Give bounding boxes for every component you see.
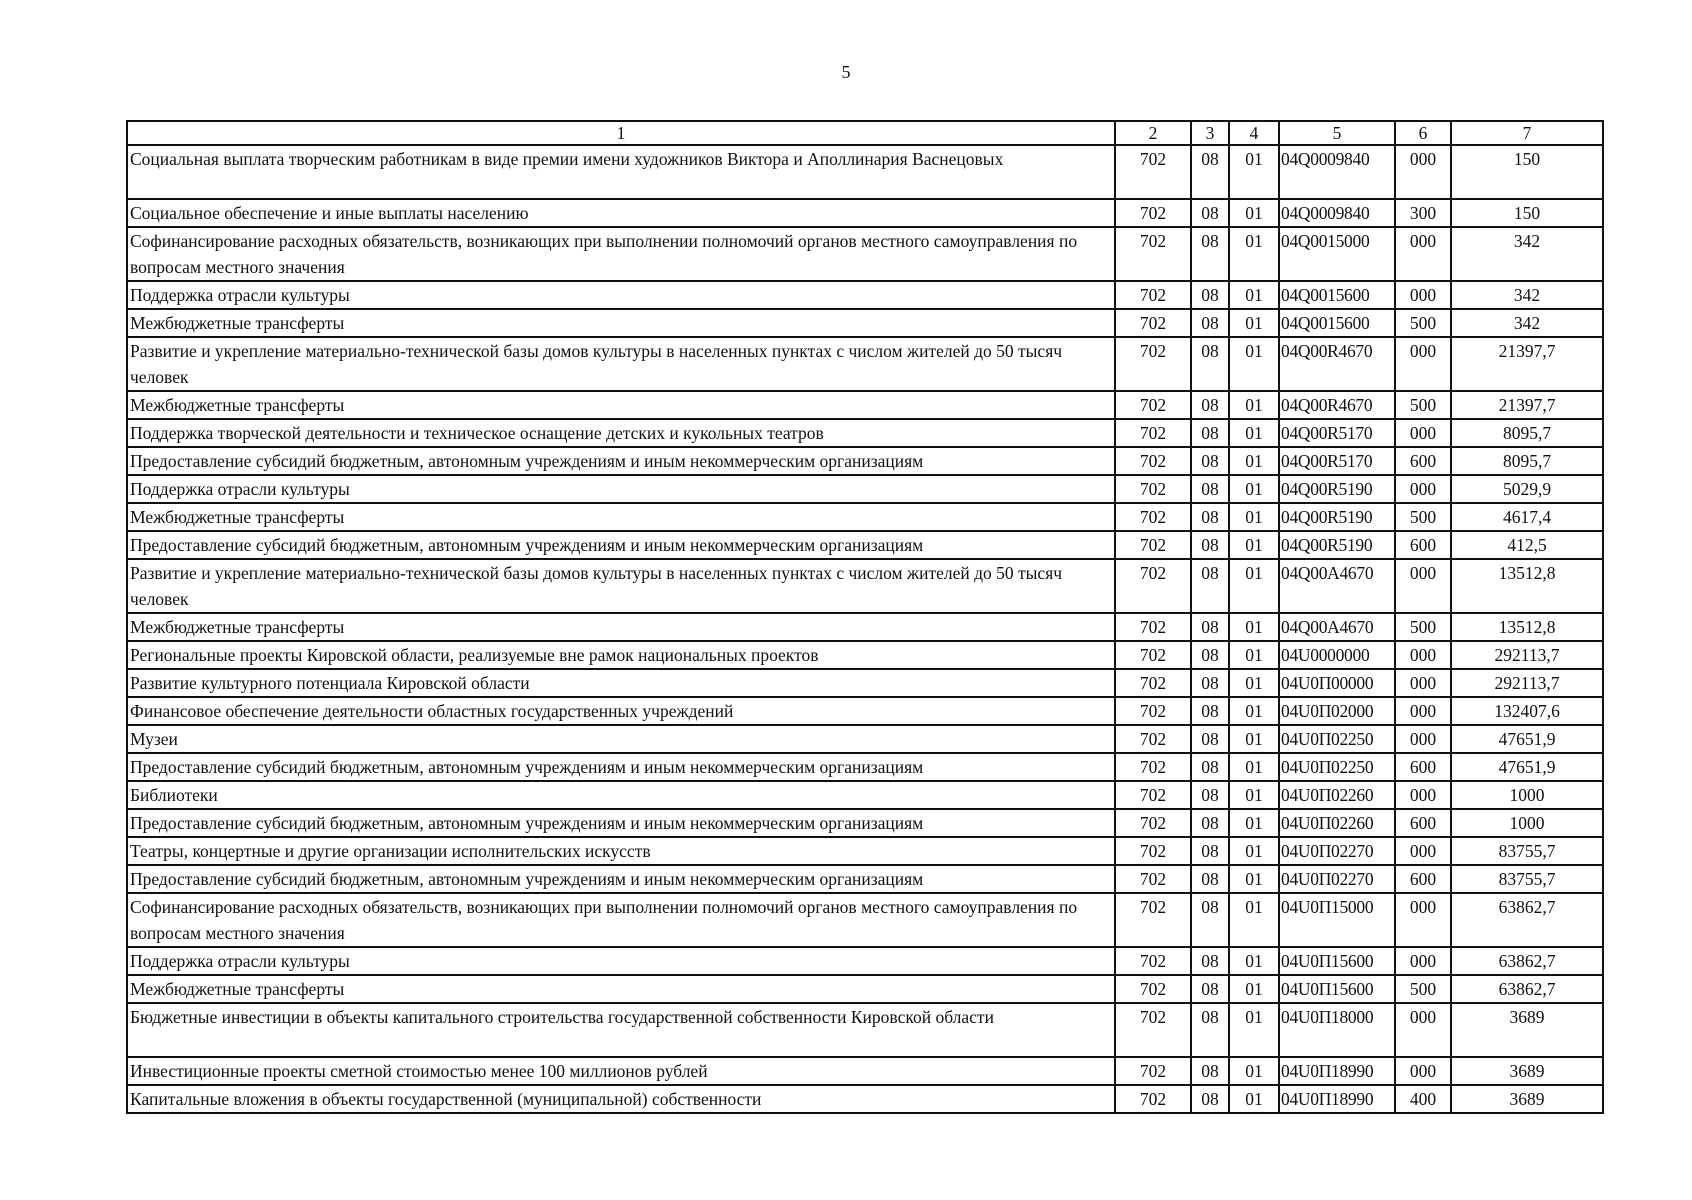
table-row xyxy=(127,337,1603,391)
table-row xyxy=(127,145,1603,199)
row-name: Развитие и укрепление материально-технической базы домов культуры в населенных пунктах с числом жителей до 50 тысяч человек xyxy=(127,559,1115,613)
row-amount: 3689 xyxy=(1451,1057,1603,1085)
header-cell-2: 2 xyxy=(1115,121,1191,145)
row-name: Бюджетные инвестиции в объекты капитального строительства государственной собственности Кировской области xyxy=(127,1003,1115,1057)
row-code: 04Q00R4670 xyxy=(1279,391,1395,419)
row-code: 04Q00R5190 xyxy=(1279,475,1395,503)
row-amount: 13512,8 xyxy=(1451,613,1603,641)
row-col3: 08 xyxy=(1191,893,1229,947)
row-name: Финансовое обеспечение деятельности областных государственных учреждений xyxy=(127,697,1115,725)
row-col2: 702 xyxy=(1115,753,1191,781)
table-row xyxy=(127,947,1603,975)
row-col2: 702 xyxy=(1115,475,1191,503)
row-col6: 500 xyxy=(1395,975,1451,1003)
row-col4: 01 xyxy=(1229,947,1279,975)
row-col4: 01 xyxy=(1229,559,1279,613)
row-col3: 08 xyxy=(1191,947,1229,975)
row-col6: 600 xyxy=(1395,865,1451,893)
row-col3: 08 xyxy=(1191,391,1229,419)
row-col4: 01 xyxy=(1229,531,1279,559)
row-code: 04U0П02250 xyxy=(1279,725,1395,753)
row-col3: 08 xyxy=(1191,641,1229,669)
table-row xyxy=(127,227,1603,281)
row-amount: 21397,7 xyxy=(1451,391,1603,419)
row-amount: 83755,7 xyxy=(1451,865,1603,893)
row-col6: 000 xyxy=(1395,337,1451,391)
row-name: Поддержка отрасли культуры xyxy=(127,281,1115,309)
row-name: Софинансирование расходных обязательств, возникающих при выполнении полномочий органов местного самоуправления по вопросам местного значения xyxy=(127,893,1115,947)
row-col4: 01 xyxy=(1229,641,1279,669)
row-code: 04U0П18990 xyxy=(1279,1057,1395,1085)
row-col4: 01 xyxy=(1229,337,1279,391)
row-amount: 47651,9 xyxy=(1451,725,1603,753)
row-col2: 702 xyxy=(1115,503,1191,531)
row-name: Развитие и укрепление материально-технической базы домов культуры в населенных пунктах с числом жителей до 50 тысяч человек xyxy=(127,337,1115,391)
table-row xyxy=(127,309,1603,337)
row-name: Предоставление субсидий бюджетным, автономным учреждениям и иным некоммерческим организациям xyxy=(127,753,1115,781)
row-col4: 01 xyxy=(1229,697,1279,725)
row-col4: 01 xyxy=(1229,309,1279,337)
row-code: 04U0П02260 xyxy=(1279,809,1395,837)
table-row xyxy=(127,559,1603,613)
header-row xyxy=(127,121,1603,145)
row-col4: 01 xyxy=(1229,893,1279,947)
row-code: 04U0П00000 xyxy=(1279,669,1395,697)
row-amount: 150 xyxy=(1451,199,1603,227)
row-col3: 08 xyxy=(1191,865,1229,893)
budget-table xyxy=(126,120,1604,1114)
row-col2: 702 xyxy=(1115,199,1191,227)
table-row xyxy=(127,865,1603,893)
row-col6: 000 xyxy=(1395,893,1451,947)
header-cell-6: 6 xyxy=(1395,121,1451,145)
table-row xyxy=(127,1057,1603,1085)
row-col6: 000 xyxy=(1395,281,1451,309)
row-code: 04Q0015600 xyxy=(1279,309,1395,337)
row-amount: 342 xyxy=(1451,227,1603,281)
row-col4: 01 xyxy=(1229,475,1279,503)
row-code: 04Q00R4670 xyxy=(1279,337,1395,391)
row-col2: 702 xyxy=(1115,725,1191,753)
row-col2: 702 xyxy=(1115,781,1191,809)
row-col6: 400 xyxy=(1395,1085,1451,1113)
row-col6: 500 xyxy=(1395,503,1451,531)
row-name: Софинансирование расходных обязательств, возникающих при выполнении полномочий органов местного самоуправления по вопросам местного значения xyxy=(127,227,1115,281)
row-col3: 08 xyxy=(1191,1057,1229,1085)
table-row xyxy=(127,531,1603,559)
row-amount: 4617,4 xyxy=(1451,503,1603,531)
row-col3: 08 xyxy=(1191,781,1229,809)
row-col2: 702 xyxy=(1115,641,1191,669)
row-col3: 08 xyxy=(1191,531,1229,559)
row-amount: 342 xyxy=(1451,309,1603,337)
row-name: Поддержка творческой деятельности и техническое оснащение детских и кукольных театров xyxy=(127,419,1115,447)
row-col2: 702 xyxy=(1115,837,1191,865)
row-col6: 000 xyxy=(1395,559,1451,613)
row-name: Капитальные вложения в объекты государственной (муниципальной) собственности xyxy=(127,1085,1115,1113)
row-amount: 47651,9 xyxy=(1451,753,1603,781)
row-col4: 01 xyxy=(1229,1003,1279,1057)
header-cell-4: 4 xyxy=(1229,121,1279,145)
row-col3: 08 xyxy=(1191,419,1229,447)
row-amount: 21397,7 xyxy=(1451,337,1603,391)
row-col3: 08 xyxy=(1191,669,1229,697)
row-code: 04U0П02270 xyxy=(1279,837,1395,865)
row-col4: 01 xyxy=(1229,865,1279,893)
row-col3: 08 xyxy=(1191,975,1229,1003)
row-code: 04Q0015000 xyxy=(1279,227,1395,281)
row-col3: 08 xyxy=(1191,837,1229,865)
row-col4: 01 xyxy=(1229,781,1279,809)
row-col3: 08 xyxy=(1191,753,1229,781)
row-amount: 5029,9 xyxy=(1451,475,1603,503)
row-amount: 1000 xyxy=(1451,809,1603,837)
row-name: Театры, концертные и другие организации исполнительских искусств xyxy=(127,837,1115,865)
row-col2: 702 xyxy=(1115,947,1191,975)
row-col3: 08 xyxy=(1191,475,1229,503)
row-col4: 01 xyxy=(1229,503,1279,531)
row-amount: 3689 xyxy=(1451,1003,1603,1057)
row-col6: 000 xyxy=(1395,1003,1451,1057)
header-cell-7: 7 xyxy=(1451,121,1603,145)
table-row xyxy=(127,669,1603,697)
row-col4: 01 xyxy=(1229,1085,1279,1113)
row-amount: 132407,6 xyxy=(1451,697,1603,725)
row-name: Межбюджетные трансферты xyxy=(127,613,1115,641)
row-amount: 292113,7 xyxy=(1451,669,1603,697)
table-row xyxy=(127,809,1603,837)
row-col2: 702 xyxy=(1115,1003,1191,1057)
row-col2: 702 xyxy=(1115,613,1191,641)
row-col2: 702 xyxy=(1115,447,1191,475)
row-code: 04U0П02250 xyxy=(1279,753,1395,781)
row-col6: 600 xyxy=(1395,447,1451,475)
row-col3: 08 xyxy=(1191,1085,1229,1113)
row-code: 04U0П15600 xyxy=(1279,975,1395,1003)
row-name: Межбюджетные трансферты xyxy=(127,975,1115,1003)
row-amount: 13512,8 xyxy=(1451,559,1603,613)
row-amount: 1000 xyxy=(1451,781,1603,809)
row-amount: 8095,7 xyxy=(1451,447,1603,475)
row-col4: 01 xyxy=(1229,837,1279,865)
row-name: Социальное обеспечение и иные выплаты населению xyxy=(127,199,1115,227)
table-row xyxy=(127,391,1603,419)
row-col4: 01 xyxy=(1229,419,1279,447)
row-col6: 000 xyxy=(1395,697,1451,725)
row-name: Музеи xyxy=(127,725,1115,753)
table-row xyxy=(127,781,1603,809)
row-name: Региональные проекты Кировской области, реализуемые вне рамок национальных проектов xyxy=(127,641,1115,669)
table-row xyxy=(127,281,1603,309)
row-code: 04Q0009840 xyxy=(1279,145,1395,199)
row-col6: 000 xyxy=(1395,837,1451,865)
row-name: Межбюджетные трансферты xyxy=(127,503,1115,531)
row-name: Библиотеки xyxy=(127,781,1115,809)
row-col4: 01 xyxy=(1229,809,1279,837)
row-name: Поддержка отрасли культуры xyxy=(127,947,1115,975)
page-number: 5 xyxy=(841,62,851,82)
row-col4: 01 xyxy=(1229,725,1279,753)
row-col3: 08 xyxy=(1191,613,1229,641)
row-col3: 08 xyxy=(1191,725,1229,753)
row-col3: 08 xyxy=(1191,809,1229,837)
row-col4: 01 xyxy=(1229,281,1279,309)
row-col2: 702 xyxy=(1115,391,1191,419)
row-col2: 702 xyxy=(1115,669,1191,697)
row-amount: 63862,7 xyxy=(1451,893,1603,947)
row-col2: 702 xyxy=(1115,1057,1191,1085)
row-col3: 08 xyxy=(1191,145,1229,199)
row-col3: 08 xyxy=(1191,447,1229,475)
row-code: 04U0000000 xyxy=(1279,641,1395,669)
header-cell-3: 3 xyxy=(1191,121,1229,145)
row-name: Межбюджетные трансферты xyxy=(127,391,1115,419)
table-row xyxy=(127,837,1603,865)
row-code: 04U0П15600 xyxy=(1279,947,1395,975)
row-col6: 600 xyxy=(1395,809,1451,837)
table-row xyxy=(127,1003,1603,1057)
row-code: 04U0П02270 xyxy=(1279,865,1395,893)
row-col2: 702 xyxy=(1115,531,1191,559)
row-col2: 702 xyxy=(1115,865,1191,893)
row-name: Предоставление субсидий бюджетным, автономным учреждениям и иным некоммерческим организациям xyxy=(127,447,1115,475)
row-col3: 08 xyxy=(1191,559,1229,613)
row-col3: 08 xyxy=(1191,199,1229,227)
row-col4: 01 xyxy=(1229,145,1279,199)
row-col2: 702 xyxy=(1115,809,1191,837)
row-col6: 000 xyxy=(1395,475,1451,503)
row-amount: 150 xyxy=(1451,145,1603,199)
row-col6: 500 xyxy=(1395,613,1451,641)
row-code: 04Q0009840 xyxy=(1279,199,1395,227)
row-col6: 000 xyxy=(1395,669,1451,697)
row-code: 04Q00A4670 xyxy=(1279,613,1395,641)
row-name: Предоставление субсидий бюджетным, автономным учреждениям и иным некоммерческим организациям xyxy=(127,809,1115,837)
header-cell-5: 5 xyxy=(1279,121,1395,145)
row-amount: 292113,7 xyxy=(1451,641,1603,669)
row-col6: 000 xyxy=(1395,227,1451,281)
row-col3: 08 xyxy=(1191,1003,1229,1057)
row-col4: 01 xyxy=(1229,391,1279,419)
row-col2: 702 xyxy=(1115,309,1191,337)
row-name: Предоставление субсидий бюджетным, автономным учреждениям и иным некоммерческим организациям xyxy=(127,865,1115,893)
row-col2: 702 xyxy=(1115,559,1191,613)
table-row xyxy=(127,641,1603,669)
row-col4: 01 xyxy=(1229,1057,1279,1085)
row-col2: 702 xyxy=(1115,227,1191,281)
row-col6: 000 xyxy=(1395,1057,1451,1085)
row-code: 04U0П02000 xyxy=(1279,697,1395,725)
row-name: Развитие культурного потенциала Кировской области xyxy=(127,669,1115,697)
row-amount: 63862,7 xyxy=(1451,947,1603,975)
table-row xyxy=(127,447,1603,475)
row-col4: 01 xyxy=(1229,199,1279,227)
row-col4: 01 xyxy=(1229,227,1279,281)
table-row xyxy=(127,503,1603,531)
row-col2: 702 xyxy=(1115,337,1191,391)
row-col2: 702 xyxy=(1115,1085,1191,1113)
row-col6: 500 xyxy=(1395,391,1451,419)
row-name: Поддержка отрасли культуры xyxy=(127,475,1115,503)
row-code: 04Q00R5170 xyxy=(1279,447,1395,475)
row-amount: 342 xyxy=(1451,281,1603,309)
table-row xyxy=(127,697,1603,725)
row-col4: 01 xyxy=(1229,447,1279,475)
row-code: 04U0П18000 xyxy=(1279,1003,1395,1057)
row-col3: 08 xyxy=(1191,503,1229,531)
row-col6: 000 xyxy=(1395,725,1451,753)
table-row xyxy=(127,1085,1603,1113)
row-code: 04Q00R5190 xyxy=(1279,503,1395,531)
row-col6: 600 xyxy=(1395,531,1451,559)
row-code: 04U0П18990 xyxy=(1279,1085,1395,1113)
row-amount: 63862,7 xyxy=(1451,975,1603,1003)
row-col3: 08 xyxy=(1191,309,1229,337)
table-row xyxy=(127,753,1603,781)
row-name: Социальная выплата творческим работникам в виде премии имени художников Виктора и Аполлинария Васнецовых xyxy=(127,145,1115,199)
row-code: 04U0П15000 xyxy=(1279,893,1395,947)
row-name: Инвестиционные проекты сметной стоимостью менее 100 миллионов рублей xyxy=(127,1057,1115,1085)
row-col6: 600 xyxy=(1395,753,1451,781)
row-col6: 500 xyxy=(1395,309,1451,337)
table-row xyxy=(127,419,1603,447)
header-cell-1: 1 xyxy=(127,121,1115,145)
row-amount: 8095,7 xyxy=(1451,419,1603,447)
row-col4: 01 xyxy=(1229,669,1279,697)
row-col6: 000 xyxy=(1395,781,1451,809)
table-row xyxy=(127,475,1603,503)
row-code: 04Q0015600 xyxy=(1279,281,1395,309)
table-row xyxy=(127,893,1603,947)
row-col6: 000 xyxy=(1395,145,1451,199)
row-name: Межбюджетные трансферты xyxy=(127,309,1115,337)
row-col2: 702 xyxy=(1115,893,1191,947)
row-col3: 08 xyxy=(1191,227,1229,281)
row-col4: 01 xyxy=(1229,753,1279,781)
row-col2: 702 xyxy=(1115,281,1191,309)
table-row xyxy=(127,199,1603,227)
row-code: 04Q00A4670 xyxy=(1279,559,1395,613)
row-code: 04U0П02260 xyxy=(1279,781,1395,809)
row-amount: 3689 xyxy=(1451,1085,1603,1113)
row-col6: 000 xyxy=(1395,641,1451,669)
row-code: 04Q00R5190 xyxy=(1279,531,1395,559)
table-row xyxy=(127,613,1603,641)
row-col4: 01 xyxy=(1229,613,1279,641)
row-col4: 01 xyxy=(1229,975,1279,1003)
row-col3: 08 xyxy=(1191,697,1229,725)
row-amount: 412,5 xyxy=(1451,531,1603,559)
row-col2: 702 xyxy=(1115,697,1191,725)
row-col6: 300 xyxy=(1395,199,1451,227)
row-col2: 702 xyxy=(1115,419,1191,447)
row-col3: 08 xyxy=(1191,337,1229,391)
row-col6: 000 xyxy=(1395,947,1451,975)
row-name: Предоставление субсидий бюджетным, автономным учреждениям и иным некоммерческим организациям xyxy=(127,531,1115,559)
row-col6: 000 xyxy=(1395,419,1451,447)
table-row xyxy=(127,975,1603,1003)
row-col3: 08 xyxy=(1191,281,1229,309)
row-col2: 702 xyxy=(1115,145,1191,199)
table-row xyxy=(127,725,1603,753)
row-amount: 83755,7 xyxy=(1451,837,1603,865)
row-col2: 702 xyxy=(1115,975,1191,1003)
row-code: 04Q00R5170 xyxy=(1279,419,1395,447)
